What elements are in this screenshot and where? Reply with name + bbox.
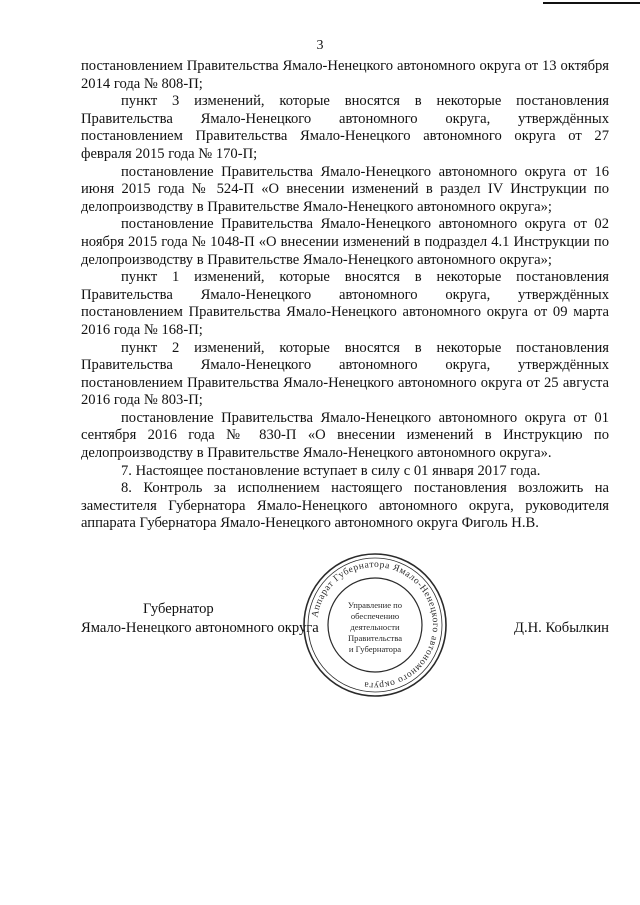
paragraph: постановление Правительства Ямало-Ненецкого автономного округа от 01 сентября 2016 года № 830-П «О внесении изменений в Инструкцию по делопроизводству в Правительстве Ямало-Ненецкого автономного округа». — [81, 409, 609, 462]
signatory-name: Д.Н. Кобылкин — [514, 620, 609, 636]
svg-text:обеспечению: обеспечению — [350, 611, 400, 621]
paragraph: 8. Контроль за исполнением настоящего постановления возложить на заместителя Губернатора Ямало-Ненецкого автономного округа, руководителя аппарата Губернатора Ямало-Ненецкого автономного округа Фиголь Н.В. — [81, 480, 609, 532]
paragraph: пункт 2 изменений, которые вносятся в некоторые постановления Правительства Ямало-Ненецкого автономного округа, утверждённых постановлением Правительства Ямало-Ненецкого автономного округа от 25 августа 2016 года № 803-П; — [81, 339, 609, 409]
svg-text:деятельности: деятельности — [350, 622, 400, 632]
page-number: 3 — [316, 38, 324, 53]
signatory-region: Ямало-Ненецкого автономного округа — [81, 620, 319, 636]
svg-text:и Губернатора: и Губернатора — [348, 644, 402, 654]
seal-graphic — [300, 550, 450, 700]
paragraph: постановление Правительства Ямало-Ненецкого автономного округа от 02 ноября 2015 года № 1048-П «О внесении изменений в подраздел 4.1 Инструкции по делопроизводству в Правительстве Ямало-Ненецкого автономного округа»; — [81, 216, 609, 268]
top-corner-rule — [543, 2, 640, 4]
svg-text:Управление по: Управление по — [347, 600, 403, 610]
official-seal-stamp — [300, 550, 450, 700]
svg-text:Аппарат Губернатора Ямало-Нене: Аппарат Губернатора Ямало-Ненецкого автономного округа — [310, 559, 441, 691]
document-body — [81, 58, 609, 533]
paragraph: пункт 3 изменений, которые вносятся в некоторые постановления Правительства Ямало-Ненецкого автономного округа, утверждённых постановлением Правительства Ямало-Ненецкого автономного округа от 27 февраля 2015 года № 170-П; — [81, 93, 609, 162]
svg-text:Правительства: Правительства — [347, 633, 403, 643]
paragraph: 7. Настоящее постановление вступает в силу с 01 января 2017 года. — [121, 462, 541, 479]
paragraph: постановлением Правительства Ямало-Ненецкого автономного округа от 13 октября 2014 года № 808-П; — [81, 58, 609, 92]
signatory-position: Губернатор — [143, 601, 214, 617]
paragraph: пункт 1 изменений, которые вносятся в некоторые постановления Правительства Ямало-Ненецкого автономного округа, утверждённых постановлением Правительства Ямало-Ненецкого автономного округа от 09 марта 2016 года № 168-П; — [81, 269, 609, 338]
paragraph: постановление Правительства Ямало-Ненецкого автономного округа от 16 июня 2015 года № 524-П «О внесении изменений в раздел IV Инструкции по делопроизводству в Правительстве Ямало-Ненецкого автономного округа»; — [81, 163, 609, 215]
